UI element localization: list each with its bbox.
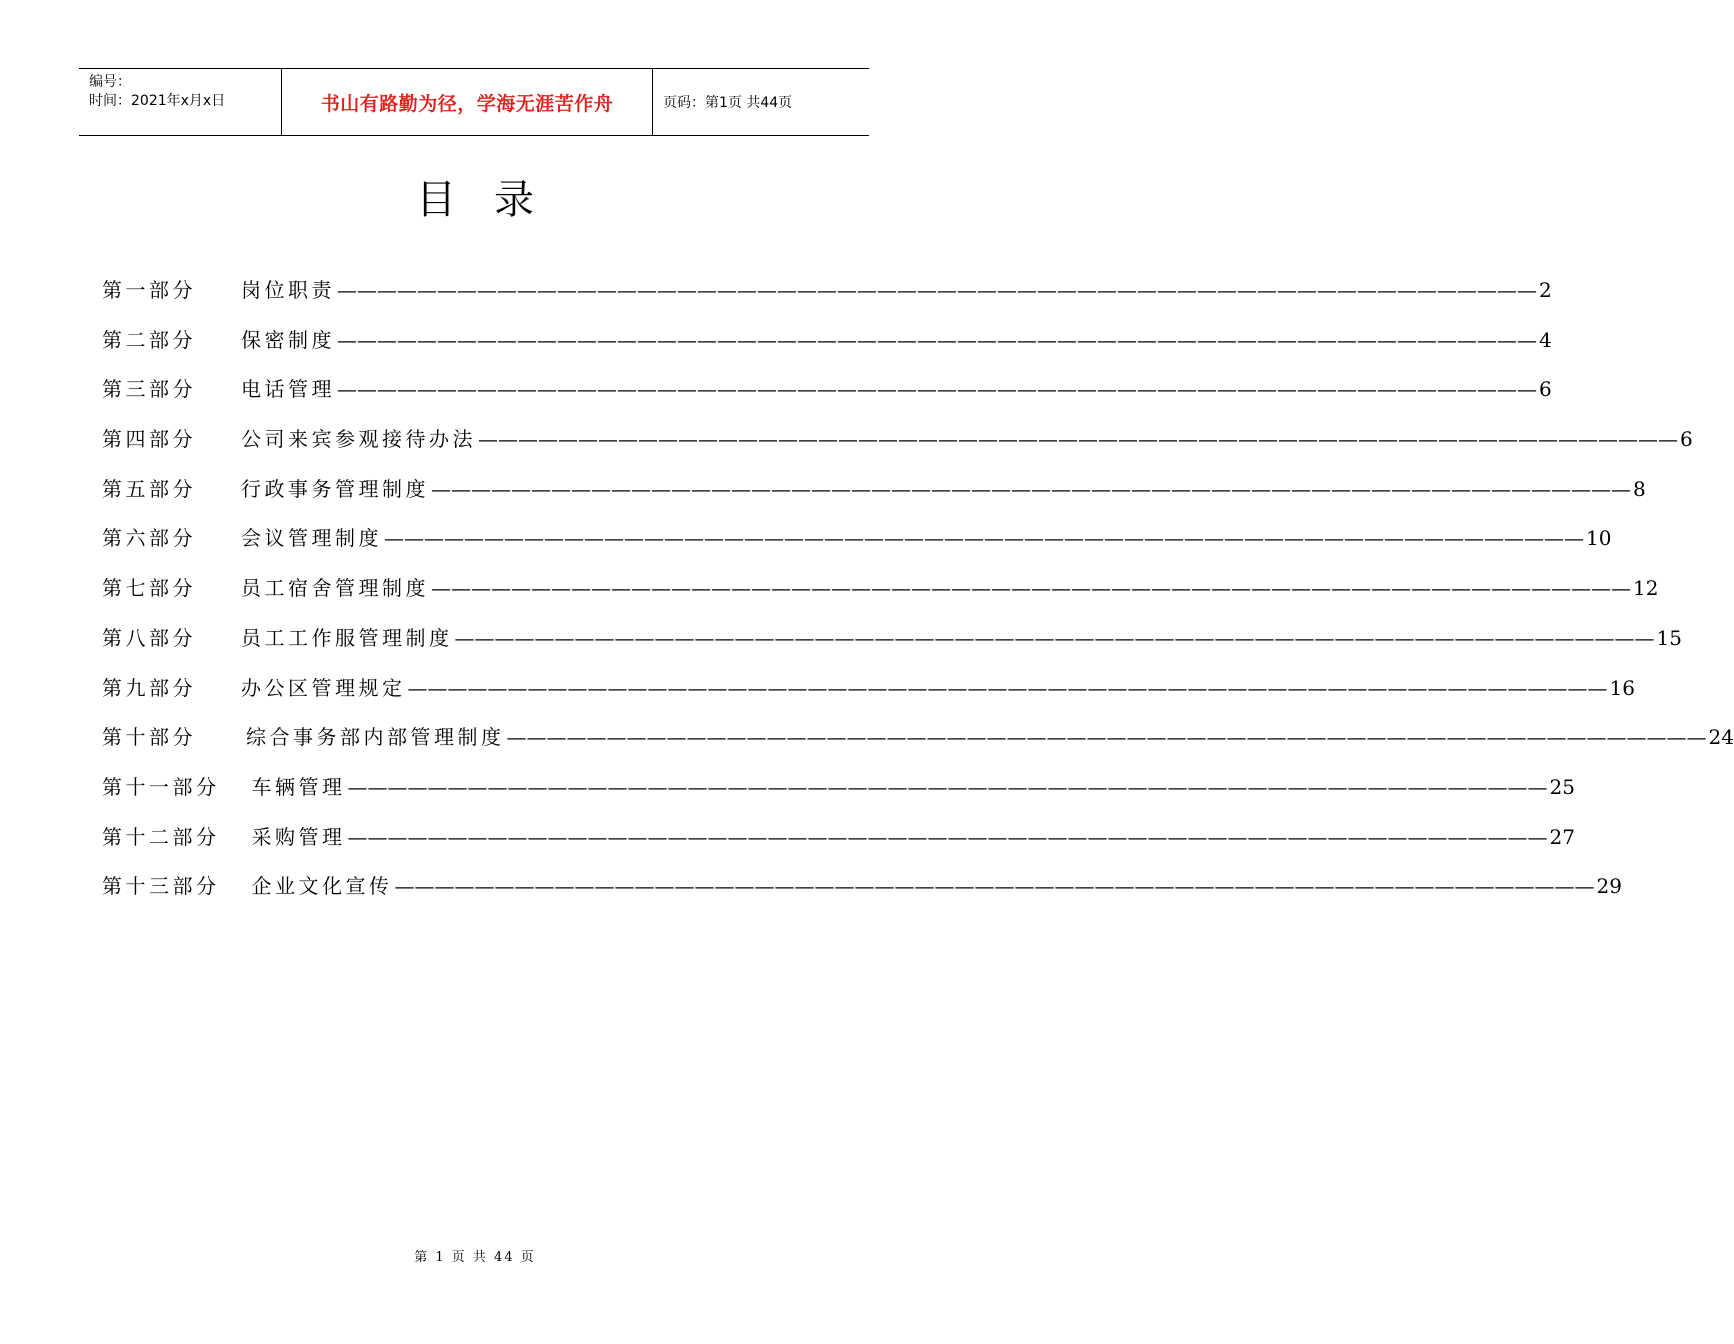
toc-part-label: 第五部分 <box>102 476 196 501</box>
toc-section-title: 企业文化宣传 <box>251 874 393 899</box>
header-meta <box>79 69 281 135</box>
toc-section-title: 电话管理 <box>241 377 335 402</box>
toc-page-number: 27 <box>1549 824 1575 849</box>
toc-part-label: 第九部分 <box>102 675 196 700</box>
toc-leader: ———————————————————————————————————————————————————————————— <box>337 377 1537 402</box>
toc-entry[interactable] <box>102 622 1682 672</box>
toc-entry[interactable] <box>102 771 1575 821</box>
toc-leader: ———————————————————————————————————————————————————————————— <box>337 278 1537 302</box>
toc-page-number: 25 <box>1549 774 1575 799</box>
toc-entry[interactable] <box>102 324 1552 374</box>
toc-leader: ———————————————————————————————————————————————————————————— <box>478 427 1678 452</box>
toc-section-title: 行政事务管理制度 <box>241 476 429 501</box>
toc-section-title: 公司来宾参观接待办法 <box>241 427 476 452</box>
toc-entry[interactable] <box>102 473 1646 523</box>
document-time-label: 时间：2021年x月x日 <box>89 93 226 109</box>
toc-page-number: 12 <box>1633 576 1659 601</box>
toc-page-number: 8 <box>1633 476 1646 501</box>
toc-part-label: 第十一部分 <box>102 774 220 799</box>
toc-page-number: 29 <box>1596 874 1622 899</box>
toc-part-label: 第十部分 <box>102 725 196 750</box>
page-header <box>79 68 869 136</box>
toc-leader: ———————————————————————————————————————————————————————————— <box>407 675 1608 700</box>
toc-section-title: 采购管理 <box>251 824 346 849</box>
toc-section-title: 会议管理制度 <box>241 526 382 551</box>
toc-entry[interactable] <box>102 373 1552 423</box>
toc-entry[interactable] <box>102 672 1635 722</box>
toc-part-label: 第十三部分 <box>102 874 220 899</box>
toc-leader: ———————————————————————————————————————————————————————————— <box>431 476 1631 501</box>
toc-section-title: 保密制度 <box>241 327 335 352</box>
toc-section-title: 员工工作服管理制度 <box>241 625 453 650</box>
toc-entry[interactable] <box>102 274 1552 324</box>
toc-part-label: 第八部分 <box>102 625 196 650</box>
toc-page-number: 10 <box>1586 526 1612 551</box>
toc-page-number: 6 <box>1539 377 1552 402</box>
toc-entry[interactable] <box>102 870 1622 920</box>
page-footer: 第 1 页 共 44 页 <box>414 1250 536 1265</box>
toc-page-number: 2 <box>1539 278 1552 302</box>
toc-entry[interactable] <box>102 423 1693 473</box>
toc-leader: ———————————————————————————————————————————————————————————— <box>347 774 1548 799</box>
toc-entry[interactable] <box>102 522 1612 572</box>
toc-section-title: 员工宿舍管理制度 <box>241 576 429 601</box>
page-title: 目录 <box>416 177 572 223</box>
toc-section-title: 办公区管理规定 <box>241 675 406 700</box>
toc-part-label: 第四部分 <box>102 427 196 452</box>
document-code-label: 编号： <box>89 74 131 90</box>
toc-section-title: 综合事务部内部管理制度 <box>246 725 505 750</box>
toc-part-label: 第七部分 <box>102 576 196 601</box>
toc-section-title: 车辆管理 <box>251 774 346 799</box>
header-page-info <box>653 69 869 135</box>
page-info-text: 页码：第1页 共44页 <box>663 95 793 111</box>
toc-part-label: 第三部分 <box>102 377 196 402</box>
toc-leader: ———————————————————————————————————————————————————————————— <box>347 824 1548 849</box>
table-of-contents <box>102 274 1734 920</box>
toc-part-label: 第二部分 <box>102 327 196 352</box>
toc-part-label: 第十二部分 <box>102 824 220 849</box>
toc-leader: ———————————————————————————————————————————————————————————— <box>431 576 1631 601</box>
motto-text: 书山有路勤为径，学海无涯苦作舟 <box>320 92 614 115</box>
header-motto <box>281 69 653 135</box>
toc-page-number: 15 <box>1656 625 1682 650</box>
toc-leader: ———————————————————————————————————————————————————————————— <box>454 625 1655 650</box>
toc-entry[interactable] <box>102 821 1575 871</box>
toc-entry[interactable] <box>102 572 1659 622</box>
toc-page-number: 6 <box>1680 427 1693 452</box>
toc-part-label: 第一部分 <box>102 278 196 302</box>
toc-leader: ———————————————————————————————————————————————————————————— <box>337 327 1537 352</box>
toc-page-number: 4 <box>1539 327 1552 352</box>
toc-leader: ———————————————————————————————————————————————————————————— <box>506 725 1707 750</box>
toc-page-number: 24 <box>1708 725 1734 750</box>
toc-leader: ———————————————————————————————————————————————————————————— <box>394 874 1595 899</box>
toc-leader: ———————————————————————————————————————————————————————————— <box>384 526 1584 551</box>
toc-section-title: 岗位职责 <box>241 278 335 302</box>
toc-part-label: 第六部分 <box>102 526 196 551</box>
toc-page-number: 16 <box>1609 675 1635 700</box>
toc-entry[interactable] <box>102 721 1734 771</box>
